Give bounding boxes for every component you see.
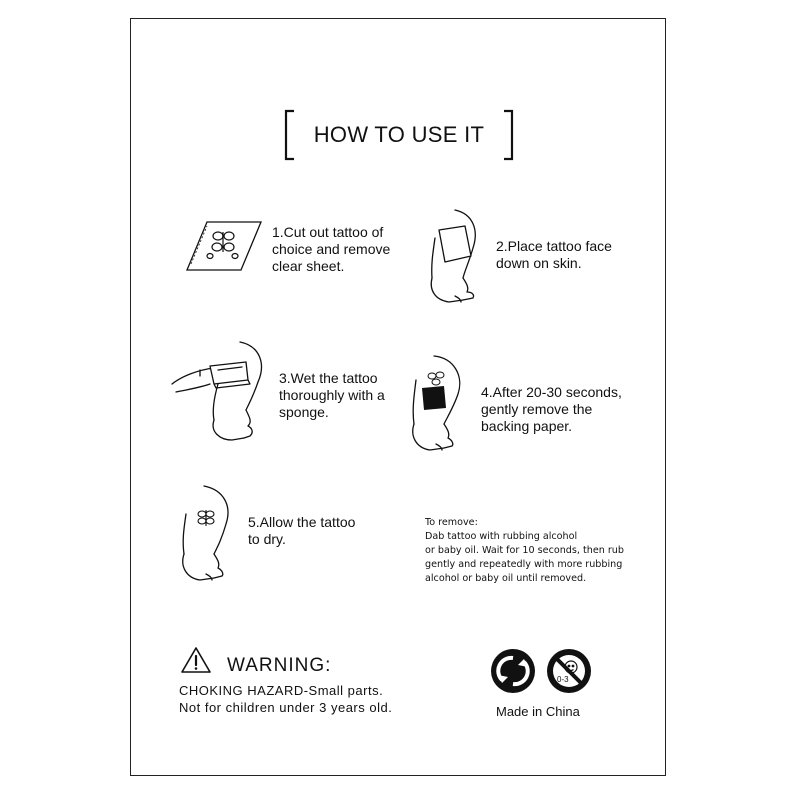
warning-line-1: CHOKING HAZARD-Small parts. xyxy=(179,683,384,698)
removal-instructions xyxy=(425,516,645,586)
warning-title: WARNING: xyxy=(227,655,332,676)
remove-paper-icon xyxy=(408,354,478,458)
warning-line-2: Not for children under 3 years old. xyxy=(179,700,393,715)
wet-sponge-icon xyxy=(170,340,280,445)
warning-triangle-icon xyxy=(180,646,212,674)
removal-line: or baby oil. Wait for 10 seconds, then rub xyxy=(425,545,624,556)
cut-tattoo-icon xyxy=(185,220,265,275)
made-in-label: Made in China xyxy=(496,704,580,719)
step-5-text: 5.Allow the tattoo to dry. xyxy=(248,514,356,547)
age-restriction-icon xyxy=(546,648,592,694)
step-2-text: 2.Place tattoo face down on skin. xyxy=(496,238,612,271)
removal-heading: To remove: xyxy=(425,517,478,528)
place-on-arm-icon xyxy=(425,208,495,310)
step-1-text: 1.Cut out tattoo of choice and remove clear sheet. xyxy=(272,224,391,274)
step-4-text: 4.After 20-30 seconds, gently remove the backing paper. xyxy=(481,384,622,434)
removal-line: Dab tattoo with rubbing alcohol xyxy=(425,531,578,542)
title-box xyxy=(285,110,513,160)
removal-line: alcohol or baby oil until removed. xyxy=(425,573,587,584)
page-title: HOW TO USE IT xyxy=(313,122,485,147)
removal-line: gently and repeatedly with more rubbing xyxy=(425,559,623,570)
step-3-text: 3.Wet the tattoo thoroughly with a sponge. xyxy=(279,370,385,420)
recycle-icon xyxy=(490,648,536,694)
tattoo-dry-icon xyxy=(176,484,246,588)
age-badge-text: 0-3 xyxy=(557,675,569,684)
